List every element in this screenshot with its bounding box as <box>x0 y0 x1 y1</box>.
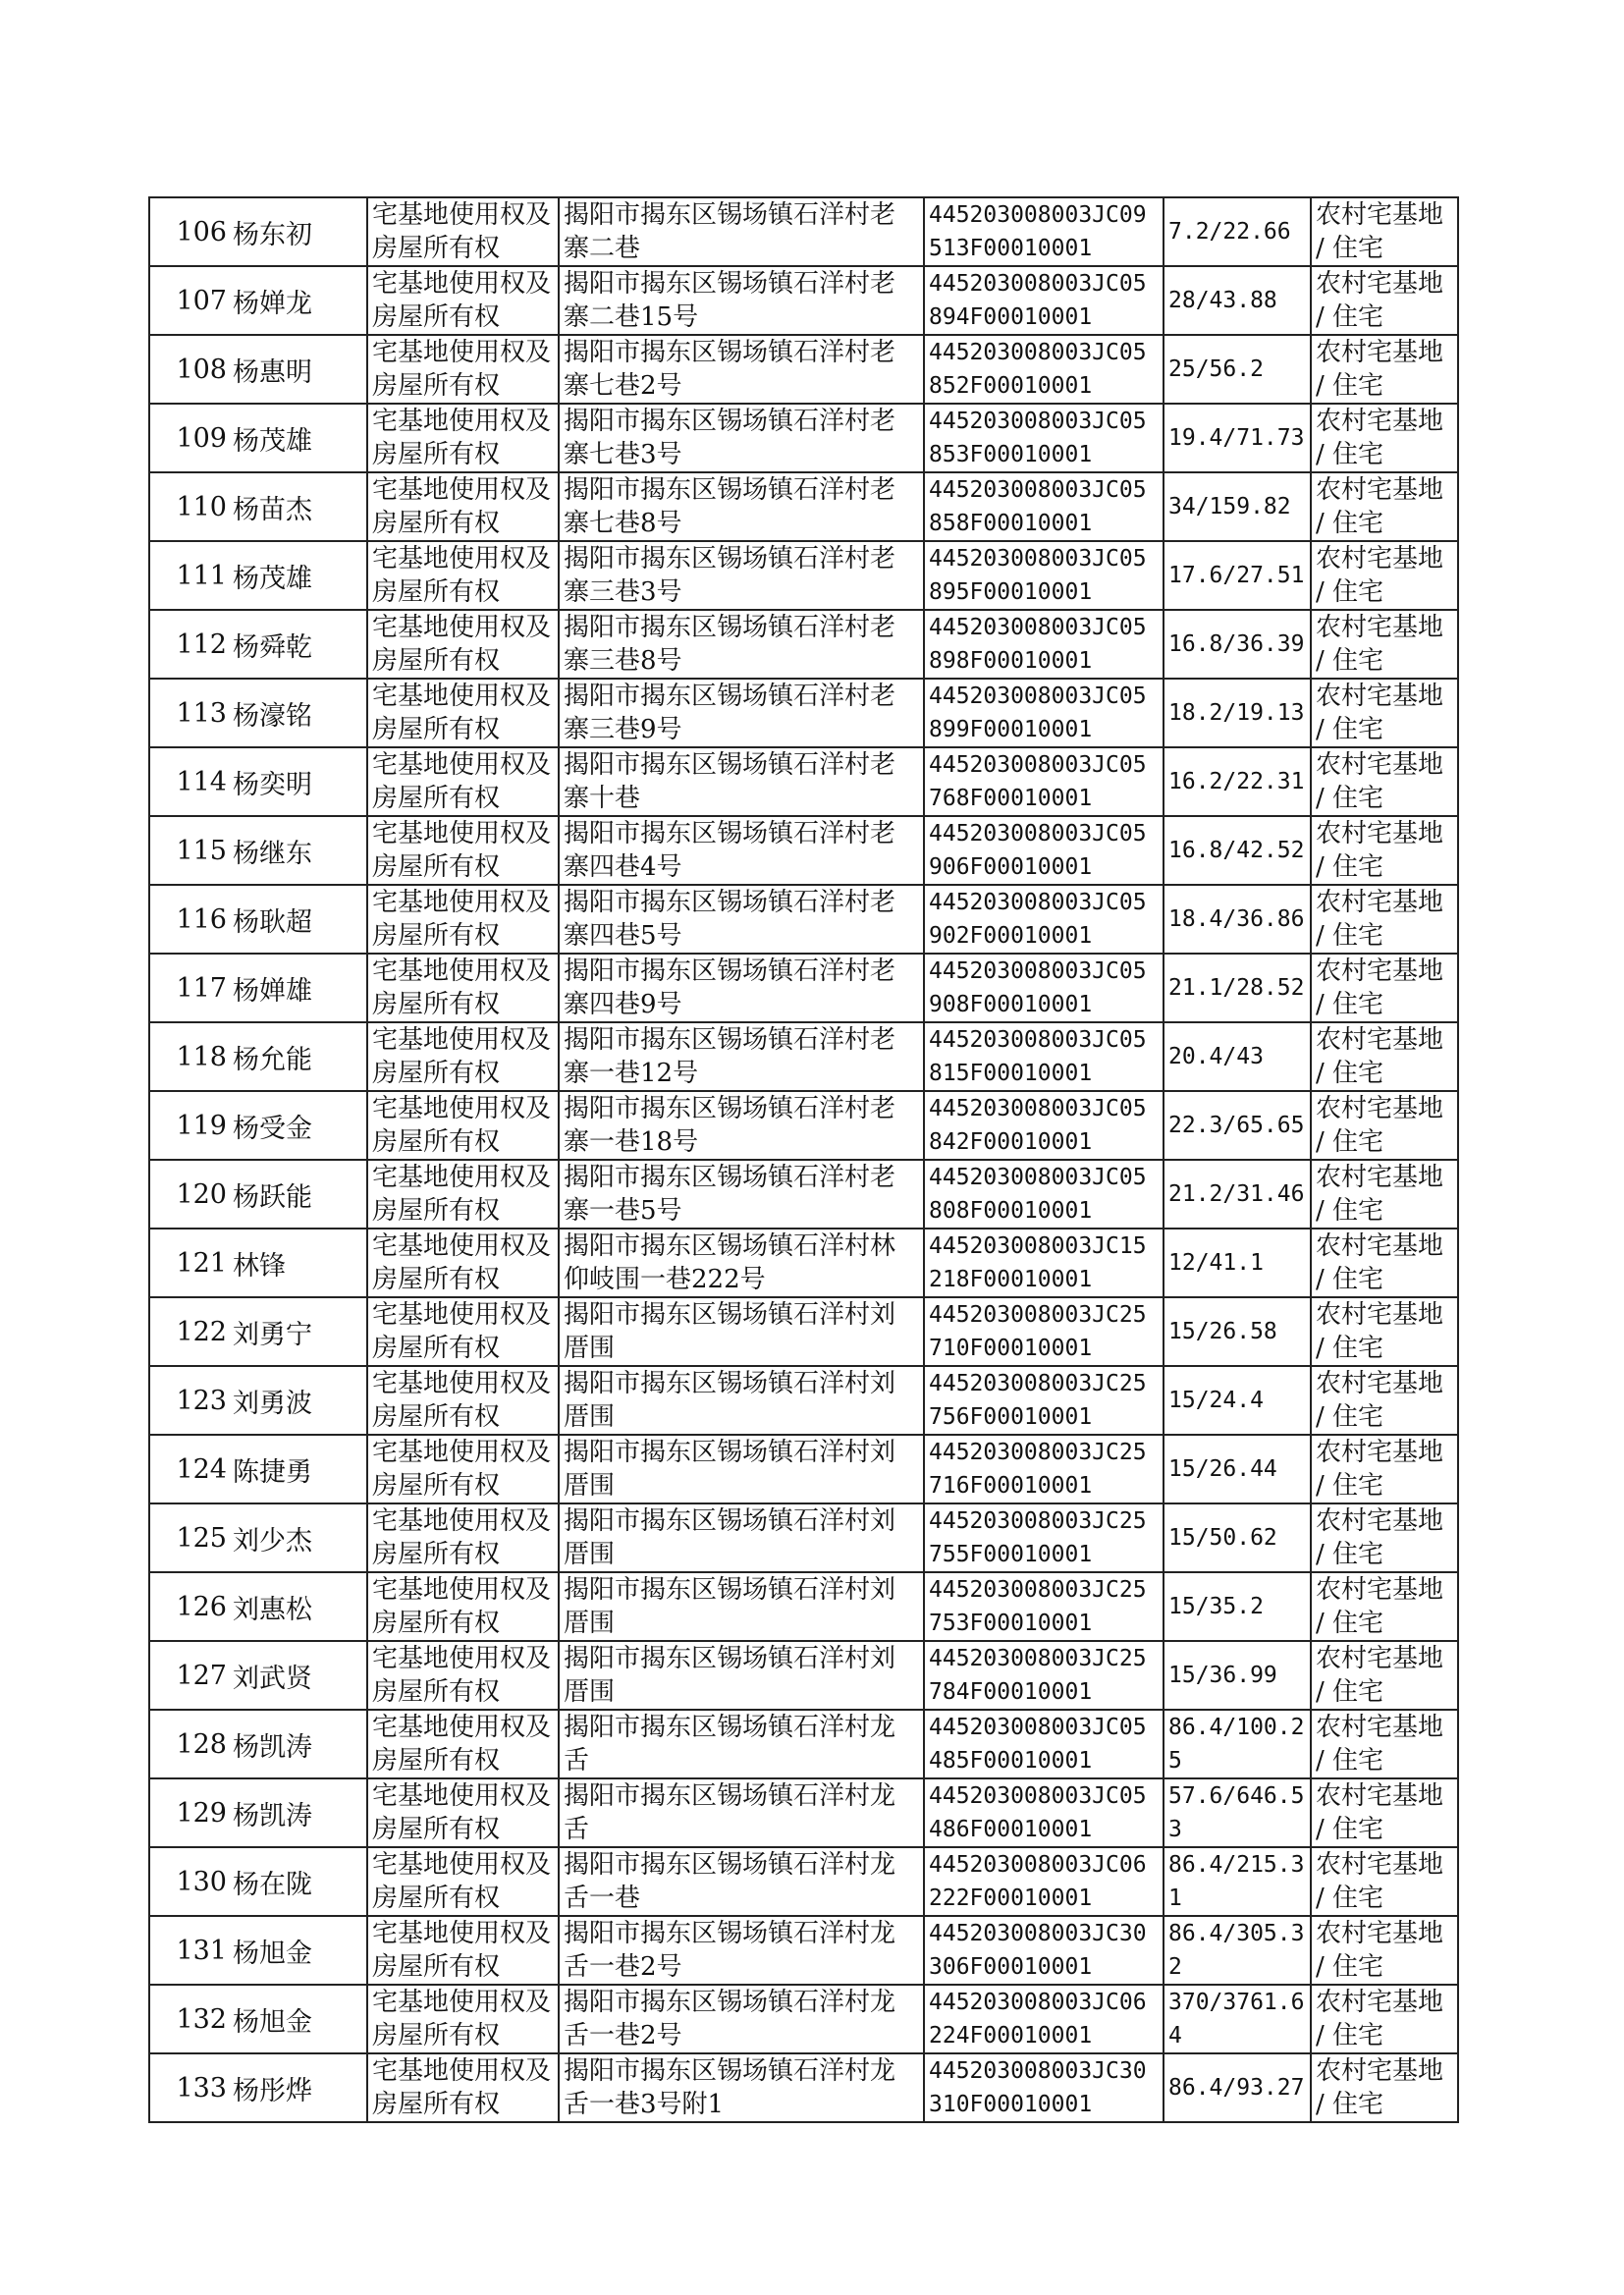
right-type-cell: 宅基地使用权及房屋所有权 <box>367 747 559 816</box>
unit-code-cell: 445203008003JC05852F00010001 <box>924 335 1164 404</box>
owner-name-cell: 杨濠铭 <box>230 679 367 747</box>
unit-code-cell: 445203008003JC06224F00010001 <box>924 1985 1164 2053</box>
right-type-cell: 宅基地使用权及房屋所有权 <box>367 679 559 747</box>
address-cell: 揭阳市揭东区锡场镇石洋村刘厝围 <box>559 1503 924 1572</box>
table-row <box>149 1710 1458 1778</box>
owner-name-cell: 杨受金 <box>230 1091 367 1160</box>
area-cell: 370/3761.64 <box>1164 1985 1311 2053</box>
row-number-cell: 128 <box>149 1710 230 1778</box>
land-use-cell: 农村宅基地 / 住宅 <box>1311 1710 1458 1778</box>
owner-name-cell: 杨旭金 <box>230 1985 367 2053</box>
area-cell: 57.6/646.53 <box>1164 1778 1311 1847</box>
area-cell: 12/41.1 <box>1164 1229 1311 1297</box>
address-cell: 揭阳市揭东区锡场镇石洋村老寨三巷9号 <box>559 679 924 747</box>
unit-code-cell: 445203008003JC05485F00010001 <box>924 1710 1164 1778</box>
unit-code-cell: 445203008003JC25755F00010001 <box>924 1503 1164 1572</box>
land-use-cell: 农村宅基地 / 住宅 <box>1311 197 1458 266</box>
address-cell: 揭阳市揭东区锡场镇石洋村老寨一巷18号 <box>559 1091 924 1160</box>
row-number-cell: 106 <box>149 197 230 266</box>
land-use-cell: 农村宅基地 / 住宅 <box>1311 1297 1458 1366</box>
land-use-cell: 农村宅基地 / 住宅 <box>1311 1985 1458 2053</box>
table-row <box>149 1366 1458 1435</box>
table-row <box>149 1091 1458 1160</box>
unit-code-cell: 445203008003JC05895F00010001 <box>924 541 1164 610</box>
right-type-cell: 宅基地使用权及房屋所有权 <box>367 1710 559 1778</box>
right-type-cell: 宅基地使用权及房屋所有权 <box>367 2053 559 2122</box>
right-type-cell: 宅基地使用权及房屋所有权 <box>367 1022 559 1091</box>
row-number-cell: 115 <box>149 816 230 885</box>
owner-name-cell: 杨惠明 <box>230 335 367 404</box>
right-type-cell: 宅基地使用权及房屋所有权 <box>367 610 559 679</box>
row-number-cell: 107 <box>149 266 230 335</box>
table-row <box>149 1847 1458 1916</box>
unit-code-cell: 445203008003JC05486F00010001 <box>924 1778 1164 1847</box>
table-row <box>149 1160 1458 1229</box>
row-number-cell: 122 <box>149 1297 230 1366</box>
unit-code-cell: 445203008003JC05902F00010001 <box>924 885 1164 954</box>
area-cell: 18.4/36.86 <box>1164 885 1311 954</box>
table-row <box>149 2053 1458 2122</box>
unit-code-cell: 445203008003JC05808F00010001 <box>924 1160 1164 1229</box>
address-cell: 揭阳市揭东区锡场镇石洋村刘厝围 <box>559 1572 924 1641</box>
right-type-cell: 宅基地使用权及房屋所有权 <box>367 885 559 954</box>
owner-name-cell: 杨允能 <box>230 1022 367 1091</box>
table-row <box>149 1985 1458 2053</box>
table-row <box>149 404 1458 472</box>
owner-name-cell: 刘武贤 <box>230 1641 367 1710</box>
unit-code-cell: 445203008003JC05815F00010001 <box>924 1022 1164 1091</box>
table-row <box>149 1572 1458 1641</box>
owner-name-cell: 刘少杰 <box>230 1503 367 1572</box>
land-use-cell: 农村宅基地 / 住宅 <box>1311 954 1458 1022</box>
table-row <box>149 472 1458 541</box>
land-use-cell: 农村宅基地 / 住宅 <box>1311 472 1458 541</box>
address-cell: 揭阳市揭东区锡场镇石洋村老寨二巷15号 <box>559 266 924 335</box>
unit-code-cell: 445203008003JC25784F00010001 <box>924 1641 1164 1710</box>
owner-name-cell: 杨茂雄 <box>230 541 367 610</box>
address-cell: 揭阳市揭东区锡场镇石洋村龙舌一巷2号 <box>559 1916 924 1985</box>
row-number-cell: 109 <box>149 404 230 472</box>
unit-code-cell: 445203008003JC05906F00010001 <box>924 816 1164 885</box>
owner-name-cell: 刘惠松 <box>230 1572 367 1641</box>
unit-code-cell: 445203008003JC05842F00010001 <box>924 1091 1164 1160</box>
land-use-cell: 农村宅基地 / 住宅 <box>1311 335 1458 404</box>
address-cell: 揭阳市揭东区锡场镇石洋村老寨七巷2号 <box>559 335 924 404</box>
table-row <box>149 954 1458 1022</box>
owner-name-cell: 杨茂雄 <box>230 404 367 472</box>
unit-code-cell: 445203008003JC15218F00010001 <box>924 1229 1164 1297</box>
table-row <box>149 1022 1458 1091</box>
row-number-cell: 120 <box>149 1160 230 1229</box>
land-use-cell: 农村宅基地 / 住宅 <box>1311 679 1458 747</box>
address-cell: 揭阳市揭东区锡场镇石洋村龙舌 <box>559 1778 924 1847</box>
address-cell: 揭阳市揭东区锡场镇石洋村龙舌一巷2号 <box>559 1985 924 2053</box>
address-cell: 揭阳市揭东区锡场镇石洋村刘厝围 <box>559 1297 924 1366</box>
row-number-cell: 111 <box>149 541 230 610</box>
land-use-cell: 农村宅基地 / 住宅 <box>1311 1160 1458 1229</box>
address-cell: 揭阳市揭东区锡场镇石洋村老寨四巷4号 <box>559 816 924 885</box>
address-cell: 揭阳市揭东区锡场镇石洋村林仰岐围一巷222号 <box>559 1229 924 1297</box>
owner-name-cell: 杨跃能 <box>230 1160 367 1229</box>
right-type-cell: 宅基地使用权及房屋所有权 <box>367 335 559 404</box>
unit-code-cell: 445203008003JC25716F00010001 <box>924 1435 1164 1503</box>
owner-name-cell: 刘勇波 <box>230 1366 367 1435</box>
row-number-cell: 114 <box>149 747 230 816</box>
row-number-cell: 121 <box>149 1229 230 1297</box>
property-rights-table <box>148 196 1459 2123</box>
land-use-cell: 农村宅基地 / 住宅 <box>1311 1847 1458 1916</box>
address-cell: 揭阳市揭东区锡场镇石洋村老寨四巷9号 <box>559 954 924 1022</box>
owner-name-cell: 杨舜乾 <box>230 610 367 679</box>
area-cell: 16.2/22.31 <box>1164 747 1311 816</box>
area-cell: 15/35.2 <box>1164 1572 1311 1641</box>
address-cell: 揭阳市揭东区锡场镇石洋村老寨一巷12号 <box>559 1022 924 1091</box>
address-cell: 揭阳市揭东区锡场镇石洋村龙舌一巷3号附1 <box>559 2053 924 2122</box>
row-number-cell: 127 <box>149 1641 230 1710</box>
table-row <box>149 885 1458 954</box>
area-cell: 7.2/22.66 <box>1164 197 1311 266</box>
area-cell: 86.4/305.32 <box>1164 1916 1311 1985</box>
area-cell: 16.8/42.52 <box>1164 816 1311 885</box>
table-row <box>149 1435 1458 1503</box>
address-cell: 揭阳市揭东区锡场镇石洋村老寨一巷5号 <box>559 1160 924 1229</box>
land-use-cell: 农村宅基地 / 住宅 <box>1311 610 1458 679</box>
land-use-cell: 农村宅基地 / 住宅 <box>1311 1641 1458 1710</box>
right-type-cell: 宅基地使用权及房屋所有权 <box>367 404 559 472</box>
table-row <box>149 1297 1458 1366</box>
unit-code-cell: 445203008003JC05768F00010001 <box>924 747 1164 816</box>
right-type-cell: 宅基地使用权及房屋所有权 <box>367 1160 559 1229</box>
right-type-cell: 宅基地使用权及房屋所有权 <box>367 1985 559 2053</box>
area-cell: 18.2/19.13 <box>1164 679 1311 747</box>
unit-code-cell: 445203008003JC25756F00010001 <box>924 1366 1164 1435</box>
unit-code-cell: 445203008003JC09513F00010001 <box>924 197 1164 266</box>
land-use-cell: 农村宅基地 / 住宅 <box>1311 1503 1458 1572</box>
area-cell: 15/36.99 <box>1164 1641 1311 1710</box>
table-row <box>149 679 1458 747</box>
right-type-cell: 宅基地使用权及房屋所有权 <box>367 1916 559 1985</box>
row-number-cell: 110 <box>149 472 230 541</box>
unit-code-cell: 445203008003JC06222F00010001 <box>924 1847 1164 1916</box>
right-type-cell: 宅基地使用权及房屋所有权 <box>367 1572 559 1641</box>
owner-name-cell: 杨奕明 <box>230 747 367 816</box>
unit-code-cell: 445203008003JC05898F00010001 <box>924 610 1164 679</box>
row-number-cell: 116 <box>149 885 230 954</box>
row-number-cell: 125 <box>149 1503 230 1572</box>
table-row <box>149 197 1458 266</box>
unit-code-cell: 445203008003JC05894F00010001 <box>924 266 1164 335</box>
table-row <box>149 335 1458 404</box>
land-use-cell: 农村宅基地 / 住宅 <box>1311 404 1458 472</box>
unit-code-cell: 445203008003JC30310F00010001 <box>924 2053 1164 2122</box>
unit-code-cell: 445203008003JC25753F00010001 <box>924 1572 1164 1641</box>
owner-name-cell: 杨凯涛 <box>230 1778 367 1847</box>
land-use-cell: 农村宅基地 / 住宅 <box>1311 2053 1458 2122</box>
land-use-cell: 农村宅基地 / 住宅 <box>1311 747 1458 816</box>
owner-name-cell: 杨彤烨 <box>230 2053 367 2122</box>
row-number-cell: 133 <box>149 2053 230 2122</box>
owner-name-cell: 杨凯涛 <box>230 1710 367 1778</box>
owner-name-cell: 杨旭金 <box>230 1916 367 1985</box>
row-number-cell: 129 <box>149 1778 230 1847</box>
table-row <box>149 1229 1458 1297</box>
address-cell: 揭阳市揭东区锡场镇石洋村龙舌 <box>559 1710 924 1778</box>
area-cell: 86.4/215.31 <box>1164 1847 1311 1916</box>
owner-name-cell: 杨耿超 <box>230 885 367 954</box>
right-type-cell: 宅基地使用权及房屋所有权 <box>367 1366 559 1435</box>
area-cell: 21.1/28.52 <box>1164 954 1311 1022</box>
table-row <box>149 1503 1458 1572</box>
area-cell: 22.3/65.65 <box>1164 1091 1311 1160</box>
address-cell: 揭阳市揭东区锡场镇石洋村老寨十巷 <box>559 747 924 816</box>
land-use-cell: 农村宅基地 / 住宅 <box>1311 541 1458 610</box>
unit-code-cell: 445203008003JC25710F00010001 <box>924 1297 1164 1366</box>
address-cell: 揭阳市揭东区锡场镇石洋村刘厝围 <box>559 1641 924 1710</box>
right-type-cell: 宅基地使用权及房屋所有权 <box>367 1229 559 1297</box>
unit-code-cell: 445203008003JC05899F00010001 <box>924 679 1164 747</box>
row-number-cell: 123 <box>149 1366 230 1435</box>
row-number-cell: 112 <box>149 610 230 679</box>
right-type-cell: 宅基地使用权及房屋所有权 <box>367 1091 559 1160</box>
row-number-cell: 124 <box>149 1435 230 1503</box>
unit-code-cell: 445203008003JC05858F00010001 <box>924 472 1164 541</box>
owner-name-cell: 杨婵龙 <box>230 266 367 335</box>
row-number-cell: 132 <box>149 1985 230 2053</box>
address-cell: 揭阳市揭东区锡场镇石洋村老寨三巷3号 <box>559 541 924 610</box>
table-row <box>149 266 1458 335</box>
area-cell: 21.2/31.46 <box>1164 1160 1311 1229</box>
right-type-cell: 宅基地使用权及房屋所有权 <box>367 197 559 266</box>
right-type-cell: 宅基地使用权及房屋所有权 <box>367 1297 559 1366</box>
land-use-cell: 农村宅基地 / 住宅 <box>1311 816 1458 885</box>
owner-name-cell: 刘勇宁 <box>230 1297 367 1366</box>
address-cell: 揭阳市揭东区锡场镇石洋村老寨七巷8号 <box>559 472 924 541</box>
area-cell: 25/56.2 <box>1164 335 1311 404</box>
area-cell: 17.6/27.51 <box>1164 541 1311 610</box>
area-cell: 15/24.4 <box>1164 1366 1311 1435</box>
land-use-cell: 农村宅基地 / 住宅 <box>1311 1022 1458 1091</box>
unit-code-cell: 445203008003JC05908F00010001 <box>924 954 1164 1022</box>
owner-name-cell: 杨婵雄 <box>230 954 367 1022</box>
right-type-cell: 宅基地使用权及房屋所有权 <box>367 472 559 541</box>
owner-name-cell: 杨东初 <box>230 197 367 266</box>
row-number-cell: 119 <box>149 1091 230 1160</box>
unit-code-cell: 445203008003JC05853F00010001 <box>924 404 1164 472</box>
row-number-cell: 130 <box>149 1847 230 1916</box>
land-use-cell: 农村宅基地 / 住宅 <box>1311 1778 1458 1847</box>
row-number-cell: 131 <box>149 1916 230 1985</box>
area-cell: 86.4/100.25 <box>1164 1710 1311 1778</box>
row-number-cell: 126 <box>149 1572 230 1641</box>
address-cell: 揭阳市揭东区锡场镇石洋村老寨三巷8号 <box>559 610 924 679</box>
area-cell: 34/159.82 <box>1164 472 1311 541</box>
owner-name-cell: 杨继东 <box>230 816 367 885</box>
address-cell: 揭阳市揭东区锡场镇石洋村老寨四巷5号 <box>559 885 924 954</box>
area-cell: 19.4/71.73 <box>1164 404 1311 472</box>
area-cell: 28/43.88 <box>1164 266 1311 335</box>
area-cell: 15/50.62 <box>1164 1503 1311 1572</box>
area-cell: 20.4/43 <box>1164 1022 1311 1091</box>
right-type-cell: 宅基地使用权及房屋所有权 <box>367 816 559 885</box>
table-body <box>149 197 1458 2122</box>
address-cell: 揭阳市揭东区锡场镇石洋村刘厝围 <box>559 1366 924 1435</box>
row-number-cell: 113 <box>149 679 230 747</box>
table-row <box>149 1641 1458 1710</box>
area-cell: 16.8/36.39 <box>1164 610 1311 679</box>
row-number-cell: 118 <box>149 1022 230 1091</box>
address-cell: 揭阳市揭东区锡场镇石洋村老寨七巷3号 <box>559 404 924 472</box>
table-row <box>149 541 1458 610</box>
land-use-cell: 农村宅基地 / 住宅 <box>1311 1091 1458 1160</box>
table-row <box>149 1916 1458 1985</box>
address-cell: 揭阳市揭东区锡场镇石洋村龙舌一巷 <box>559 1847 924 1916</box>
area-cell: 15/26.58 <box>1164 1297 1311 1366</box>
table-row <box>149 816 1458 885</box>
owner-name-cell: 杨苗杰 <box>230 472 367 541</box>
row-number-cell: 117 <box>149 954 230 1022</box>
row-number-cell: 108 <box>149 335 230 404</box>
right-type-cell: 宅基地使用权及房屋所有权 <box>367 1847 559 1916</box>
address-cell: 揭阳市揭东区锡场镇石洋村刘厝围 <box>559 1435 924 1503</box>
area-cell: 86.4/93.27 <box>1164 2053 1311 2122</box>
right-type-cell: 宅基地使用权及房屋所有权 <box>367 266 559 335</box>
owner-name-cell: 陈捷勇 <box>230 1435 367 1503</box>
table-row <box>149 610 1458 679</box>
right-type-cell: 宅基地使用权及房屋所有权 <box>367 1503 559 1572</box>
right-type-cell: 宅基地使用权及房屋所有权 <box>367 954 559 1022</box>
table-row <box>149 747 1458 816</box>
owner-name-cell: 杨在陇 <box>230 1847 367 1916</box>
address-cell: 揭阳市揭东区锡场镇石洋村老寨二巷 <box>559 197 924 266</box>
land-use-cell: 农村宅基地 / 住宅 <box>1311 1229 1458 1297</box>
land-use-cell: 农村宅基地 / 住宅 <box>1311 1916 1458 1985</box>
right-type-cell: 宅基地使用权及房屋所有权 <box>367 1435 559 1503</box>
right-type-cell: 宅基地使用权及房屋所有权 <box>367 1778 559 1847</box>
right-type-cell: 宅基地使用权及房屋所有权 <box>367 1641 559 1710</box>
area-cell: 15/26.44 <box>1164 1435 1311 1503</box>
land-use-cell: 农村宅基地 / 住宅 <box>1311 1366 1458 1435</box>
owner-name-cell: 林锋 <box>230 1229 367 1297</box>
land-use-cell: 农村宅基地 / 住宅 <box>1311 1435 1458 1503</box>
unit-code-cell: 445203008003JC30306F00010001 <box>924 1916 1164 1985</box>
land-use-cell: 农村宅基地 / 住宅 <box>1311 266 1458 335</box>
land-use-cell: 农村宅基地 / 住宅 <box>1311 1572 1458 1641</box>
land-use-cell: 农村宅基地 / 住宅 <box>1311 885 1458 954</box>
table-row <box>149 1778 1458 1847</box>
right-type-cell: 宅基地使用权及房屋所有权 <box>367 541 559 610</box>
